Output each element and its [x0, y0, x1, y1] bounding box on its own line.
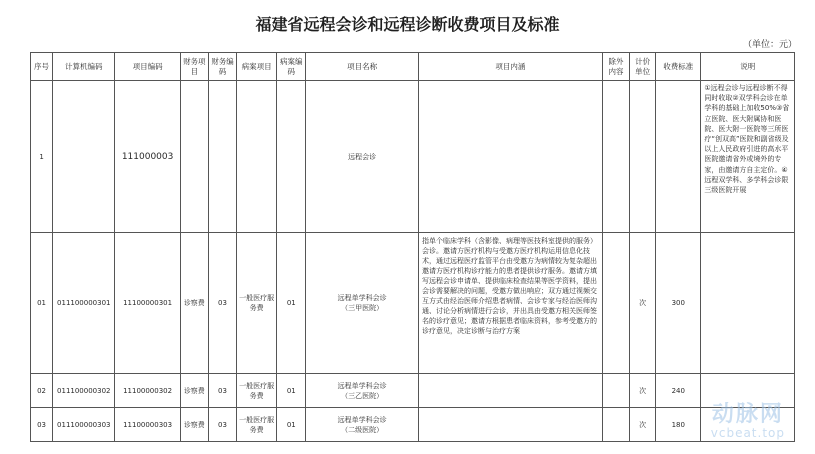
table-row — [31, 81, 795, 233]
unit-cell: 次 — [630, 233, 656, 374]
item-name-cell — [306, 374, 419, 408]
seq-cell: 01 — [31, 233, 53, 374]
computer-code-cell: 011100000303 — [53, 408, 115, 442]
price-cell: 300 — [656, 233, 701, 374]
exclude-cell — [602, 374, 629, 408]
item-code-cell: 111000003 — [115, 81, 180, 233]
price-cell: 180 — [656, 408, 701, 442]
case-item-cell: 一般医疗服务费 — [237, 233, 277, 374]
item-name: 远程单学科会诊 — [337, 294, 387, 302]
header-cell: 项目编码 — [115, 53, 180, 81]
fin-code-cell: 03 — [208, 233, 236, 374]
unit-note: （单位：元） — [742, 40, 797, 50]
header-cell: 财务编码 — [208, 53, 236, 81]
case-item-cell: 一般医疗服务费 — [237, 408, 277, 442]
exclude-cell — [602, 233, 629, 374]
item-code-cell: 11100000302 — [115, 374, 180, 408]
fin-item-cell: 诊察费 — [180, 374, 208, 408]
case-code-cell: 01 — [277, 233, 306, 374]
watermark-logo: 动脉网 — [711, 402, 784, 427]
fin-code-cell — [208, 81, 236, 233]
item-name-sub: （三甲医院） — [341, 304, 384, 312]
header-row — [31, 53, 795, 81]
unit-cell: 次 — [630, 408, 656, 442]
table-row — [31, 408, 795, 442]
page-title: 福建省远程会诊和远程诊断收费项目及标准 — [255, 15, 560, 34]
fee-table — [30, 52, 795, 442]
header-cell: 收费标准 — [656, 53, 701, 81]
item-name-cell: 远程会诊 — [306, 81, 419, 233]
exclude-cell — [602, 408, 629, 442]
item-name-sub: （三乙医院） — [341, 391, 384, 400]
item-name: 远程单学科会诊 — [337, 381, 387, 390]
header-cell: 财务项目 — [180, 53, 208, 81]
item-code-cell: 11100000301 — [115, 233, 180, 374]
header-cell: 病案编码 — [277, 53, 306, 81]
case-code-cell: 01 — [277, 408, 306, 442]
fin-item-cell: 诊察费 — [180, 408, 208, 442]
exclude-cell — [602, 81, 629, 233]
watermark-url: vcbeat.top — [710, 426, 785, 440]
case-item-cell — [237, 81, 277, 233]
fin-code-cell: 03 — [208, 408, 236, 442]
seq-cell: 02 — [31, 374, 53, 408]
computer-code-cell: 011100000301 — [53, 233, 115, 374]
connotation-cell — [418, 81, 602, 233]
seq-cell: 03 — [31, 408, 53, 442]
watermark — [711, 397, 785, 440]
header-cell: 项目名称 — [306, 53, 419, 81]
item-code-cell: 11100000303 — [115, 408, 180, 442]
header-cell: 项目内涵 — [418, 53, 602, 81]
computer-code-cell — [53, 81, 115, 233]
item-name-cell — [306, 408, 419, 442]
note-cell — [701, 233, 795, 374]
table-row — [31, 374, 795, 408]
connotation-cell: 指单个临床学科（含影像、病理等医技科室提供的服务）会诊。邀请方医疗机构与受邀方医疗机构运用信息化技术，通过远程医疗监管平台由受邀方为病情较为复杂超出邀请方医疗机构诊疗能力的患者提供诊疗服务。邀请方填写远程会诊申请单、提供临床检查结果等医学资料，提出会诊需要解决的问题，受邀方做出响应；双方通过视频交互方式由经治医师介绍患者病情、会诊专家与经治医师沟通、讨论分析病情进行会诊，并出具由受邀方相关医师签名的诊疗意见；邀请方根据患者临床资料，参考受邀方的诊疗意见，决定诊断与治疗方案 — [418, 233, 602, 374]
table-row — [31, 233, 795, 374]
case-code-cell: 01 — [277, 374, 306, 408]
header-cell: 说明 — [701, 53, 795, 81]
connotation-cell — [418, 374, 602, 408]
item-name: 远程单学科会诊 — [337, 415, 387, 424]
unit-cell — [630, 81, 656, 233]
header-cell: 除外内容 — [602, 53, 629, 81]
item-name-cell — [306, 233, 419, 374]
fin-code-cell: 03 — [208, 374, 236, 408]
note-cell: ①远程会诊与远程诊断不得同时收取②双学科会诊在单学科的基础上加收50%③省立医院、医大附属协和医院、医大附一医院等三所医疗“创双高”医院和副省级及以上人民政府引进的高水平医院邀请省外或境外的专家，由邀请方自主定价。④远程双学科、多学科会诊限三级医院开展 — [701, 81, 795, 233]
case-item-cell: 一般医疗服务费 — [237, 374, 277, 408]
case-code-cell — [277, 81, 306, 233]
connotation-cell — [418, 408, 602, 442]
computer-code-cell: 011100000302 — [53, 374, 115, 408]
header-cell: 计算机编码 — [53, 53, 115, 81]
unit-cell: 次 — [630, 374, 656, 408]
price-cell: 240 — [656, 374, 701, 408]
seq-cell: 1 — [31, 81, 53, 233]
item-name-sub: （二级医院） — [341, 425, 384, 434]
fin-item-cell: 诊察费 — [180, 233, 208, 374]
fin-item-cell — [180, 81, 208, 233]
header-cell: 病案项目 — [237, 53, 277, 81]
price-cell — [656, 81, 701, 233]
header-cell: 计价单位 — [630, 53, 656, 81]
header-cell: 序号 — [31, 53, 53, 81]
